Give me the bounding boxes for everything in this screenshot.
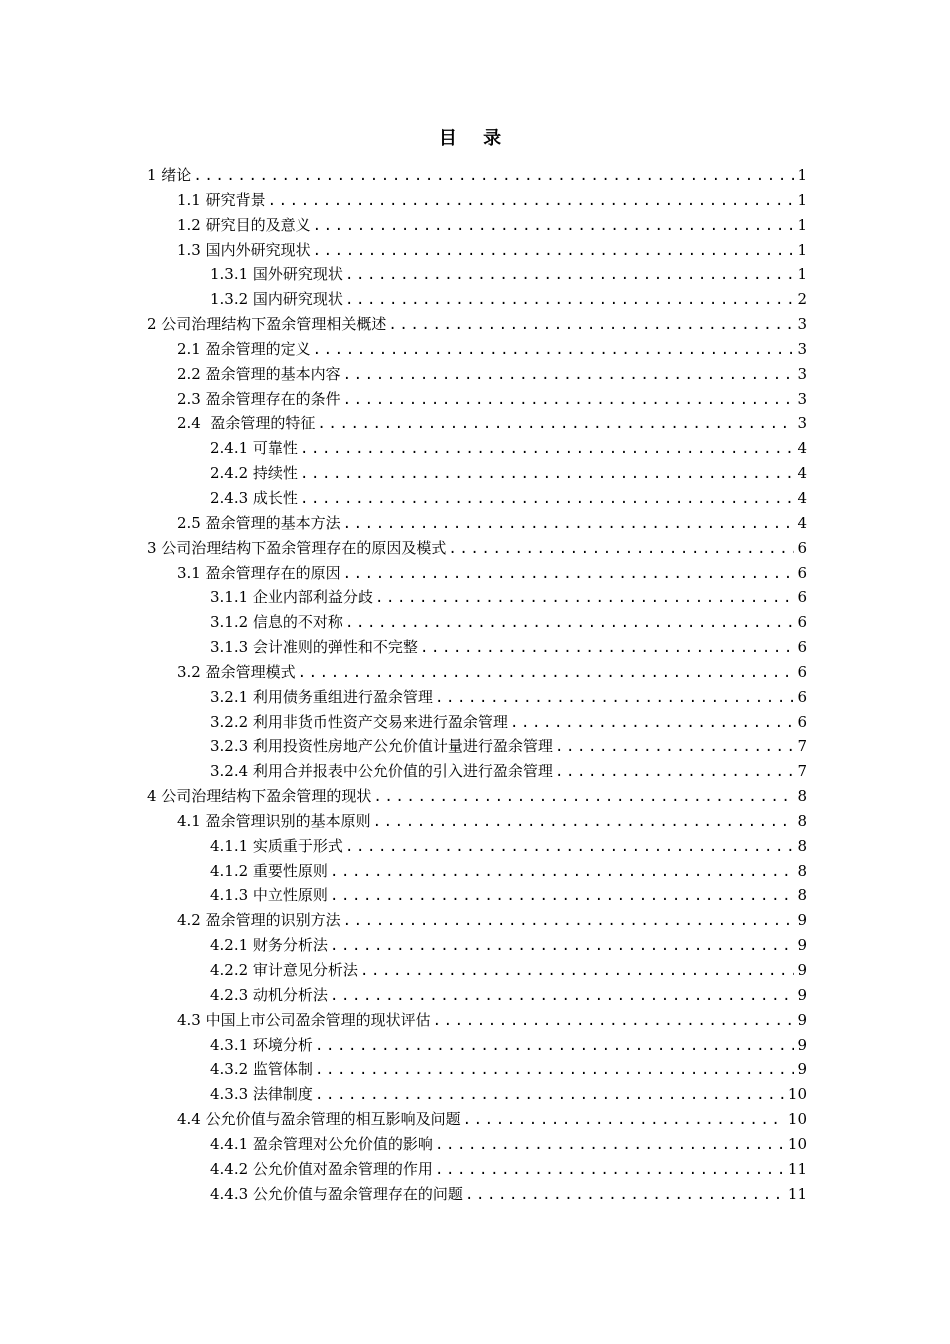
toc-dot-leader [193,164,794,189]
toc-entry-title: 2.4 盈余管理的特征 [177,414,316,433]
toc-entry-title: 4.3 中国上市公司盈余管理的现状评估 [177,1010,431,1029]
toc-dot-leader [313,239,794,264]
toc-entry[interactable] [147,1182,807,1207]
toc-entry[interactable] [147,1157,807,1182]
toc-dot-leader [375,586,794,611]
toc-entry-title: 4 公司治理结构下盈余管理的现状 [147,787,372,806]
toc-entry-page-number: 11 [787,1159,807,1178]
toc-entry-title: 4.2 盈余管理的识别方法 [177,911,341,930]
toc-entry[interactable] [147,312,807,337]
toc-entry[interactable] [147,883,807,908]
toc-entry-page-number: 9 [797,1035,807,1054]
toc-entry-title: 4.4.1 盈余管理对公允价值的影响 [210,1134,433,1153]
toc-dot-leader [313,338,794,363]
toc-entry[interactable] [147,1132,807,1157]
toc-entry[interactable] [147,536,807,561]
toc-entry-page-number: 6 [797,638,807,657]
toc-entry-page-number: 9 [797,911,807,930]
toc-entry-title: 1.3.2 国内研究现状 [210,290,343,309]
toc-entry[interactable] [147,908,807,933]
toc-entry-title: 2.3 盈余管理存在的条件 [177,389,341,408]
toc-dot-leader [343,909,794,934]
toc-dot-leader [373,810,794,835]
toc-entry-title: 3 公司治理结构下盈余管理存在的原因及模式 [147,538,447,557]
toc-entry[interactable] [147,610,807,635]
toc-dot-leader [330,884,794,909]
toc-entry-title: 4.3.3 法律制度 [210,1085,313,1104]
toc-entry-page-number: 6 [797,687,807,706]
toc-entry-page-number: 6 [797,662,807,681]
toc-entry-title: 4.1.1 实质重于形式 [210,836,343,855]
toc-dot-leader [300,462,794,487]
toc-entry[interactable] [147,436,807,461]
toc-entry-title: 4.2.3 动机分析法 [210,985,328,1004]
toc-entry[interactable] [147,759,807,784]
toc-entry-title: 2.4.2 持续性 [210,464,298,483]
toc-entry[interactable] [147,809,807,834]
toc-entry-title: 4.1.3 中立性原则 [210,886,328,905]
table-of-contents [147,163,807,1206]
toc-dot-leader [435,686,794,711]
toc-dot-leader [330,934,794,959]
toc-dot-leader [555,735,794,760]
toc-entry[interactable] [147,660,807,685]
toc-entry-page-number: 4 [797,488,807,507]
toc-dot-leader [433,1009,794,1034]
toc-entry-page-number: 1 [797,190,807,209]
toc-entry-title: 3.1.2 信息的不对称 [210,613,343,632]
toc-entry-page-number: 8 [797,811,807,830]
toc-dot-leader [345,835,794,860]
toc-title: 目 录 [438,128,512,149]
toc-entry[interactable] [147,958,807,983]
toc-entry-title: 3.1.3 会计准则的弹性和不完整 [210,638,418,657]
toc-dot-leader [465,1183,785,1208]
toc-entry[interactable] [147,834,807,859]
toc-entry[interactable] [147,635,807,660]
toc-entry-page-number: 6 [797,563,807,582]
toc-entry-title: 4.3.2 监管体制 [210,1060,313,1079]
toc-entry-page-number: 1 [797,240,807,259]
toc-entry-page-number: 1 [797,215,807,234]
toc-entry-page-number: 7 [797,762,807,781]
toc-entry[interactable] [147,933,807,958]
toc-entry-page-number: 2 [797,290,807,309]
toc-entry-page-number: 6 [797,588,807,607]
toc-entry-page-number: 4 [797,464,807,483]
toc-entry[interactable] [147,387,807,412]
toc-dot-leader [448,537,794,562]
toc-entry[interactable] [147,859,807,884]
toc-entry[interactable] [147,710,807,735]
toc-dot-leader [420,636,794,661]
toc-entry-page-number: 10 [787,1085,807,1104]
toc-entry-page-number: 6 [797,712,807,731]
toc-entry-title: 3.2.4 利用合并报表中公允价值的引入进行盈余管理 [210,762,553,781]
toc-dot-leader [317,412,794,437]
toc-entry-title: 3.2.2 利用非货币性资产交易来进行盈余管理 [210,712,508,731]
toc-dot-leader [345,611,794,636]
toc-dot-leader [298,661,794,686]
toc-entry-page-number: 4 [797,439,807,458]
toc-dot-leader [345,288,794,313]
toc-entry-page-number: 8 [797,886,807,905]
toc-entry-page-number: 6 [797,538,807,557]
toc-dot-leader [343,388,794,413]
toc-entry[interactable] [147,188,807,213]
toc-entry-title: 4.2.2 审计意见分析法 [210,961,358,979]
toc-entry-title: 4.2.1 财务分析法 [210,936,328,955]
toc-entry-title: 2 公司治理结构下盈余管理相关概述 [147,315,387,334]
toc-entry-page-number: 8 [797,861,807,880]
toc-dot-leader [315,1083,785,1108]
toc-dot-leader [315,1058,794,1083]
toc-entry[interactable] [147,1033,807,1058]
toc-entry-page-number: 3 [797,364,807,383]
toc-entry-title: 2.4.1 可靠性 [210,439,298,458]
toc-entry-page-number: 4 [797,513,807,532]
toc-entry-page-number: 9 [797,961,807,979]
toc-entry[interactable] [147,1008,807,1033]
toc-entry-title: 1.3 国内外研究现状 [177,240,311,259]
toc-entry-page-number: 3 [797,389,807,408]
toc-dot-leader [555,760,794,785]
toc-entry-page-number: 7 [797,737,807,756]
toc-entry[interactable] [147,561,807,586]
toc-dot-leader [510,711,794,736]
toc-entry[interactable] [147,784,807,809]
toc-entry[interactable] [147,213,807,238]
toc-entry-page-number: 11 [787,1184,807,1203]
toc-entry[interactable] [147,486,807,511]
toc-entry-title: 1.1 研究背景 [177,190,266,209]
toc-dot-leader [463,1108,785,1133]
toc-dot-leader [300,487,794,512]
toc-entry-title: 3.2.3 利用投资性房地产公允价值计量进行盈余管理 [210,737,553,756]
toc-entry-title: 4.4.3 公允价值与盈余管理存在的问题 [210,1184,463,1203]
toc-entry[interactable] [147,1082,807,1107]
toc-dot-leader [330,860,794,885]
toc-dot-leader [345,263,794,288]
toc-entry-page-number: 9 [797,936,807,955]
toc-entry-title: 2.4.3 成长性 [210,488,298,507]
toc-entry[interactable] [147,262,807,287]
toc-entry-page-number: 3 [797,339,807,358]
toc-entry-page-number: 9 [797,985,807,1004]
toc-entry[interactable] [147,585,807,610]
toc-entry-page-number: 10 [787,1134,807,1153]
toc-dot-leader [343,562,794,587]
toc-entry[interactable] [147,1107,807,1132]
toc-entry-title: 1 绪论 [147,166,192,184]
toc-entry-page-number: 8 [797,787,807,806]
toc-entry[interactable] [147,337,807,362]
toc-entry-title: 4.3.1 环境分析 [210,1035,313,1054]
toc-entry-title: 3.1 盈余管理存在的原因 [177,563,341,582]
toc-entry-title: 2.5 盈余管理的基本方法 [177,513,341,532]
toc-entry-title: 4.4.2 公允价值对盈余管理的作用 [210,1159,433,1178]
toc-dot-leader [343,363,794,388]
toc-entry-title: 3.2 盈余管理模式 [177,662,296,681]
toc-entry[interactable] [147,685,807,710]
toc-dot-leader [343,512,794,537]
toc-entry[interactable] [147,1057,807,1082]
toc-entry-page-number: 3 [797,414,807,433]
toc-entry-title: 2.1 盈余管理的定义 [177,339,311,358]
toc-entry[interactable] [147,287,807,312]
toc-entry-page-number: 1 [797,265,807,284]
toc-entry-title: 1.3.1 国外研究现状 [210,265,343,284]
toc-entry-page-number: 9 [797,1010,807,1029]
toc-entry-page-number: 1 [797,166,807,184]
toc-entry-title: 4.1 盈余管理识别的基本原则 [177,811,371,830]
toc-dot-leader [315,1034,794,1059]
toc-entry-title: 3.2.1 利用债务重组进行盈余管理 [210,687,433,706]
toc-entry-page-number: 6 [797,613,807,632]
toc-entry[interactable] [147,511,807,536]
toc-entry[interactable] [147,461,807,486]
toc-entry-title: 4.4 公允价值与盈余管理的相互影响及问题 [177,1110,461,1129]
toc-entry[interactable] [147,734,807,759]
toc-entry-title: 4.1.2 重要性原则 [210,861,328,880]
toc-dot-leader [435,1158,785,1183]
toc-entry-title: 1.2 研究目的及意义 [177,215,311,234]
toc-dot-leader [268,189,794,214]
toc-dot-leader [300,437,794,462]
toc-entry-page-number: 9 [797,1060,807,1079]
toc-entry-page-number: 10 [787,1110,807,1129]
toc-dot-leader [373,785,794,810]
toc-dot-leader [435,1133,785,1158]
toc-entry[interactable] [147,411,807,436]
toc-entry-page-number: 3 [797,315,807,334]
toc-dot-leader [313,214,794,239]
toc-dot-leader [360,959,794,984]
toc-entry[interactable] [147,238,807,263]
toc-dot-leader [330,984,794,1009]
toc-dot-leader [388,313,794,338]
toc-entry[interactable] [147,983,807,1008]
toc-entry[interactable] [147,362,807,387]
toc-entry-page-number: 8 [797,836,807,855]
toc-entry-title: 3.1.1 企业内部利益分歧 [210,588,373,607]
toc-entry[interactable] [147,163,807,188]
toc-entry-title: 2.2 盈余管理的基本内容 [177,364,341,383]
